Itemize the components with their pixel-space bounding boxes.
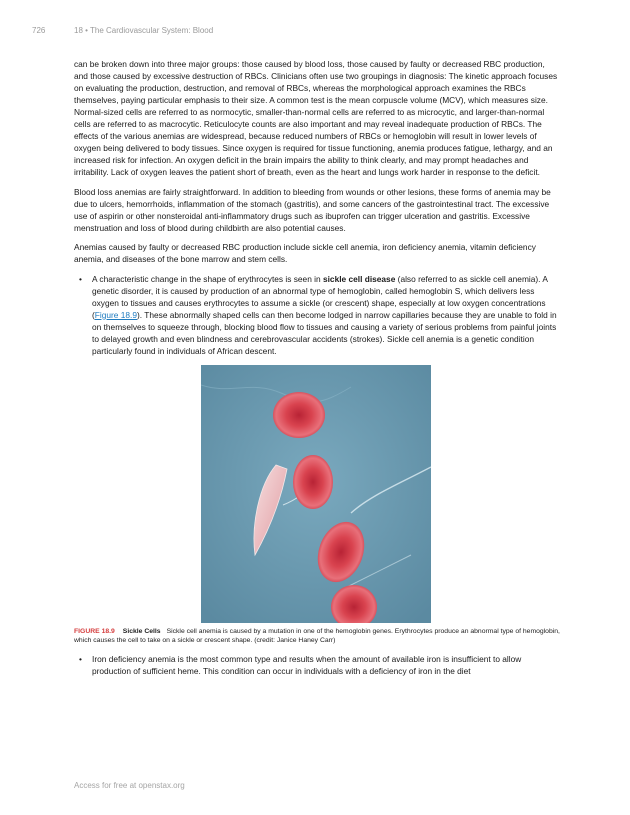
figure-link[interactable]: Figure 18.9 xyxy=(94,309,137,320)
paragraph: Blood loss anemias are fairly straightforward. In addition to bleeding from wounds or other lesions, these forms of anemia may be due to ulcers, hemorrhoids, inflammation of the stomach (gastritis), and some cancers of the gastrointestinal tract. The excessive use of aspirin or other nonsteroidal anti-inflammatory drugs such as ibuprofen can trigger ulceration and gastritis. Excessive menstruation and loss of blood during childbirth are also potential causes. xyxy=(74,186,551,233)
key-term: sickle cell disease xyxy=(322,273,396,284)
figure-title: Sickle Cells xyxy=(122,627,161,635)
bullet-list xyxy=(74,653,560,677)
figure-caption xyxy=(74,627,560,646)
red-blood-cell xyxy=(293,455,333,509)
sickle-cell-micrograph xyxy=(201,365,431,623)
page-body xyxy=(74,58,560,685)
list-item: • Iron deficiency anemia is the most common type and results when the amount of available iron is insufficient to allow production of sufficient heme. This condition can occur in individuals with a deficiency of iron in the diet xyxy=(74,653,560,677)
page-footer: Access for free at openstax.org xyxy=(74,781,185,790)
chapter-title: 18 • The Cardiovascular System: Blood xyxy=(74,26,214,35)
figure-label: FIGURE 18.9 xyxy=(74,627,115,635)
list-item: • A characteristic change in the shape of erythrocytes is seen in sickle cell disease (also referred to as sickle cell anemia). A genetic disorder, it is caused by production of an abnormal type of hemoglobin, called hemoglobin S, which delivers less oxygen to tissues and causes erythrocytes to assume a sickle (or crescent) shape, especially at low oxygen concentrations (Figure 18.9). These abnormally shaped cells can then become lodged in narrow capillaries because they are unable to fold in on themselves to squeeze through, blocking blood flow to tissues and causing a variety of serious problems from painful joints to delayed growth and even blindness and cerebrovascular accidents (strokes). Sickle cell anemia is a genetic condition particularly found in individuals of African descent. xyxy=(74,273,560,357)
page-header xyxy=(32,26,213,35)
red-blood-cell xyxy=(273,392,325,438)
caption-text: Sickle cell anemia is caused by a mutation in one of the hemoglobin genes. Erythrocytes produce an abnormal type of hemoglobin, which causes the cell to take on a sickle or crescent shape. (credit: Janice Haney Carr) xyxy=(74,627,560,644)
bullet-list xyxy=(74,273,560,357)
paragraph: Anemias caused by faulty or decreased RBC production include sickle cell anemia, iron deficiency anemia, vitamin deficiency anemia, and diseases of the bone marrow and stem cells. xyxy=(74,242,536,264)
paragraph: can be broken down into three major groups: those caused by blood loss, those caused by faulty or decreased RBC production, and those caused by excessive destruction of RBCs. Clinicians often use two groupings in diagnosis: The kinetic approach focuses on evaluating the production, destruction, and removal of RBCs, whereas the morphological approach examines the RBCs themselves, paying particular emphasis to their size. A common test is the mean corpuscle volume (MCV), which measures size. Normal-sized cells are referred to as normocytic, smaller-than-normal cells are referred to as microcytic, and larger-than-normal cells are referred to as macrocytic. Reticulocyte counts are also important and may reveal inadequate production of RBCs. The effects of the various anemias are widespread, because reduced numbers of RBCs or hemoglobin will result in lower levels of oxygen being delivered to body tissues. Since oxygen is required for tissue functioning, anemia produces fatigue, lethargy, and an increased risk for infection. An oxygen deficit in the brain impairs the ability to think clearly, and may prompt headaches and irritability. Lack of oxygen leaves the patient short of breath, even as the heart and lungs work harder in response to the deficit. xyxy=(74,59,558,177)
page-number: 726 xyxy=(32,26,46,35)
